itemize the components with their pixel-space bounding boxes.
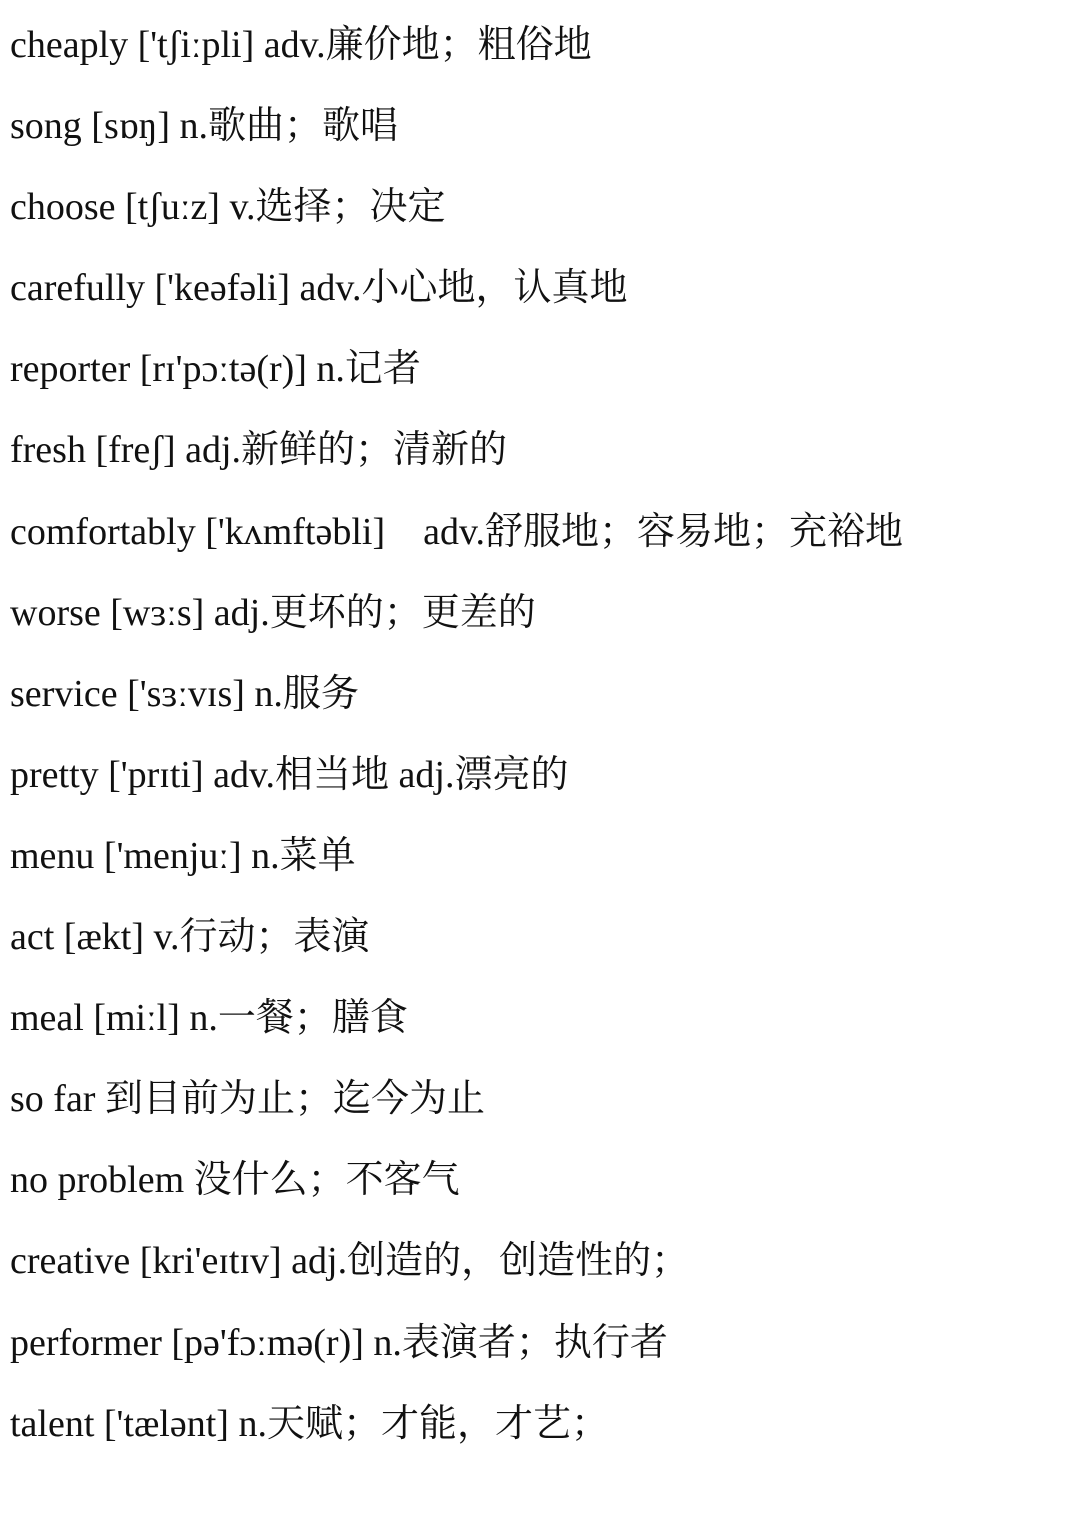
vocab-entry-fresh: fresh [freʃ] adj.新鲜的；清新的 [10,429,508,472]
vocab-entry-comfortably: comfortably ['kʌmftəbli] adv.舒服地；容易地；充裕地 [10,510,904,553]
vocab-entry-act: act [ækt] v.行动；表演 [10,916,370,959]
vocab-entry-carefully: carefully ['keəfəli] adv.小心地，认真地 [10,267,628,310]
vocab-entry-meal: meal [miːl] n.一餐；膳食 [10,997,408,1040]
vocab-entry-worse: worse [wɜːs] adj.更坏的；更差的 [10,591,536,634]
vocab-entry-reporter: reporter [rɪ'pɔːtə(r)] n.记者 [10,348,421,391]
vocab-entry-choose: choose [tʃuːz] v.选择；决定 [10,186,446,229]
vocab-entry-performer: performer [pə'fɔːmə(r)] n.表演者；执行者 [10,1321,668,1364]
vocab-entry-song: song [sɒŋ] n.歌曲；歌唱 [10,105,399,148]
vocab-entry-no-problem: no problem 没什么；不客气 [10,1159,460,1202]
vocab-entry-creative: creative [kri'eɪtɪv] adj.创造的，创造性的； [10,1240,690,1283]
vocab-entry-talent: talent ['tælənt] n.天赋；才能，才艺； [10,1402,609,1445]
vocab-entry-cheaply: cheaply ['tʃiːpli] adv.廉价地；粗俗地 [10,24,592,66]
vocabulary-list [10,18,903,1478]
vocab-entry-menu: menu ['menjuː] n.菜单 [10,834,356,877]
vocab-entry-service: service ['sɜːvɪs] n.服务 [10,672,359,715]
vocab-entry-pretty: pretty ['prɪti] adv.相当地 adj.漂亮的 [10,753,569,796]
vocab-entry-so-far: so far 到目前为止；迄今为止 [10,1078,485,1121]
